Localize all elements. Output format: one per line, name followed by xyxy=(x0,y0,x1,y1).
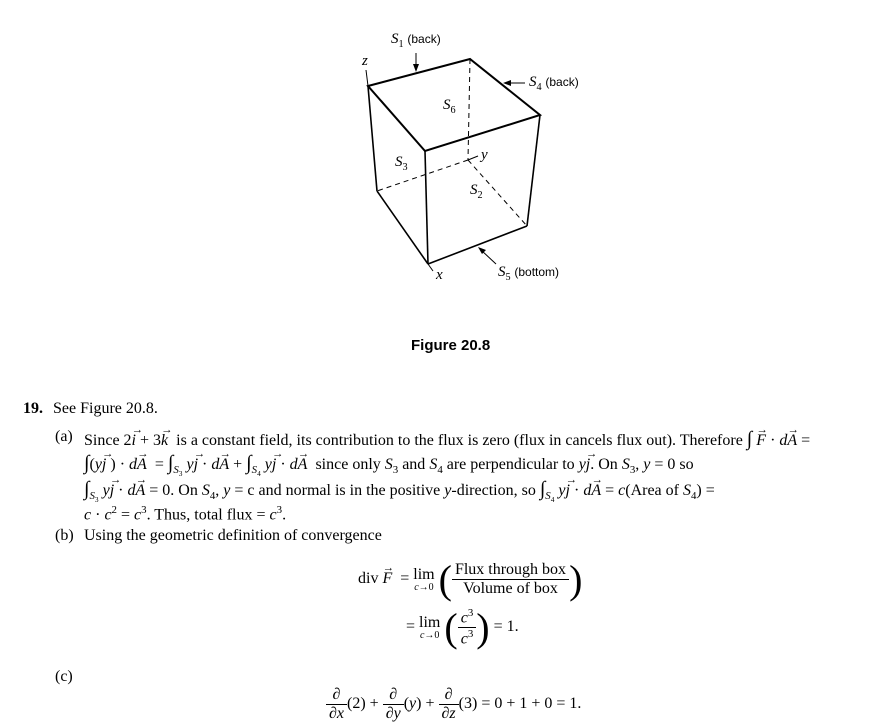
label-s5: $S_5$ (bottom) xyxy=(498,264,560,283)
cube-edge xyxy=(368,86,377,191)
axis-tick xyxy=(468,156,478,160)
label-s4: $S_4$ (back) xyxy=(529,74,579,93)
cube-figure xyxy=(0,0,889,330)
cube-edge xyxy=(428,226,527,264)
label-s1: $S_1$ (back) xyxy=(391,31,441,50)
divergence-equation-1: div → F = lim c→0 ( $\frac{\text{Flux through box}}{\text{Volume of box}}$ ) xyxy=(358,556,582,603)
part-a-line-3: $\int_{S_3}$ y→ j · d→ A = 0. On $S_4$, y = c and normal is in the positive y-direction, so $\int_{S_4}$ y→ j · d→ A = c(Area of $S_4$) = xyxy=(84,478,715,504)
cube-edge xyxy=(377,191,428,264)
divergence-equation-2: = lim c→0 ( $\frac{c^3}{c^3}$ ) = 1. xyxy=(406,605,519,650)
s1-arrowhead xyxy=(413,64,419,72)
cube-edge xyxy=(425,151,428,264)
axis-tick xyxy=(366,70,368,86)
partial-derivative-equation: $\frac{\partial}{\partial x}$ (2) + $\frac{\partial}{\partial y}$ (y) + $\frac{\partial}{\partial z}$ (3) = 0 + 1 + 0 = 1. xyxy=(326,686,581,723)
axis-label-z: z xyxy=(362,53,368,69)
part-b-label: (b) xyxy=(55,527,74,544)
label-s2: $S_2$ xyxy=(470,182,483,201)
cube-edge xyxy=(527,115,540,226)
problem-intro: See Figure 20.8. xyxy=(53,400,158,417)
part-c-label: (c) xyxy=(55,668,73,685)
part-b-text: Using the geometric definition of convergence xyxy=(84,527,382,544)
part-a-line-4: $c \cdot c^2 = c^3$. Thus, total flux = $c^3$. xyxy=(84,504,287,524)
part-a-line-2: ∫(y→ j ) · $d\to A = \int_{S_3}$ $y\to j \cdot d\to A + \int_{S_4}$ y→ j · d→ A since only $S_3$ and $S_4$ are perpendicular to y→ j. On $S_3$, y = 0 so xyxy=(84,452,694,478)
cube-hidden-edge xyxy=(377,160,468,191)
axis-label-x: x xyxy=(436,267,443,283)
figure-caption: Figure 20.8 xyxy=(411,337,491,354)
axis-tick xyxy=(428,264,433,271)
label-s3: $S_3$ xyxy=(395,154,408,173)
label-s6: $S_6$ xyxy=(443,97,456,116)
axis-label-y: y xyxy=(481,147,488,163)
part-a-line-1: Since 2→ i + 3→ k is a constant field, its contribution to the flux is zero (flux in cancels flux out). Therefore ∫ → F · d→ A = xyxy=(84,428,810,451)
cube-hidden-edge xyxy=(468,59,470,160)
problem-number: 19. xyxy=(23,400,43,417)
part-a-label: (a) xyxy=(55,428,73,445)
